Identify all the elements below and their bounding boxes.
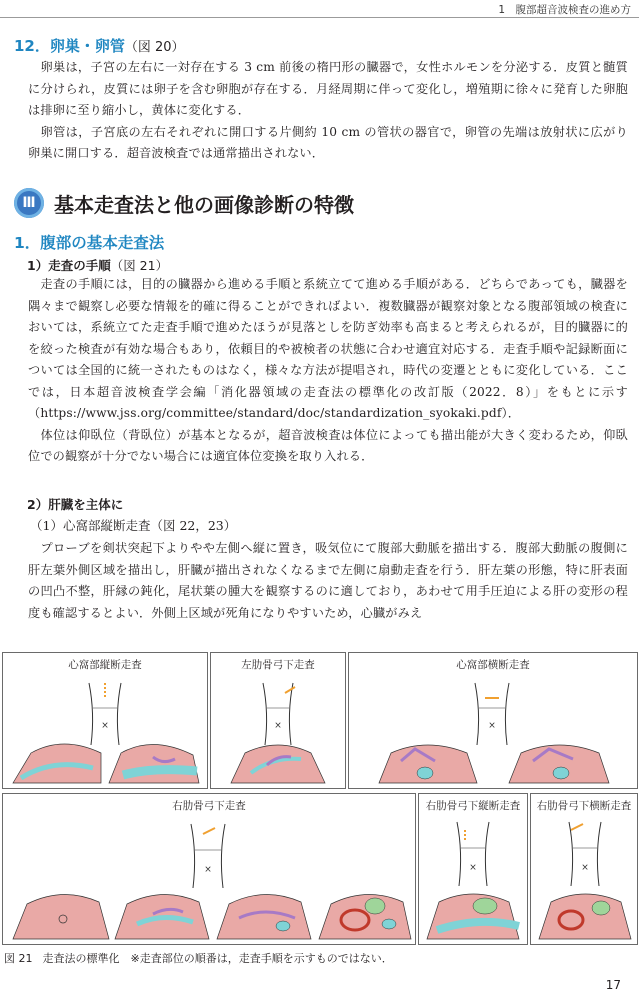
section-1-heading: 1．腹部の基本走査法 bbox=[14, 234, 165, 252]
svg-text:×: × bbox=[204, 865, 212, 875]
running-header: 1 腹部超音波検査の進め方 bbox=[498, 4, 631, 16]
section-12-title: 12．卵巣・卵管 bbox=[14, 37, 125, 55]
panel-right-subcostal-longitudinal-title: 右肋骨弓下縦断走査 bbox=[425, 800, 521, 812]
panel-epigastric-longitudinal-title: 心窩部縦断走査 bbox=[68, 659, 142, 671]
chapter-title: 基本走査法と他の画像診断の特徴 bbox=[54, 192, 354, 217]
epigastric-longitudinal-illustration bbox=[3, 653, 207, 788]
scan-procedure-paragraph: 走査の手順には，目的の臓器から進める手順と系統立てて進める手順がある．どちらであっても，臓器を隅々まで観察し必要な情報を的確に得ることができればよい．複数臓器が観察対象となる腹部領域の検査においては，系統立てた走査手順で進めたほうが見落としを防ぎ効率も高まると考えられるが，目的臓器に的を絞った検査が有効な場合もあり，依頼目的や被検者の状態に合わせ適宜対応する．走査手順や記録断面については全国的に統一されたものはなく，様々な方法が提唱され，時代の変遷とともに変化している．ここでは，日本超音波検査学会編「消化器領域の走査法の標準化の改訂版（2022．8）」をもとに示す（https://www.jss.org/committee/standard/doc/standardization_syokaki.pdf）． bbox=[28, 277, 628, 420]
figure-caption bbox=[4, 950, 393, 966]
section-12-body bbox=[28, 57, 628, 165]
svg-text:×: × bbox=[101, 721, 109, 731]
panel-right-subcostal-title: 右肋骨弓下走査 bbox=[172, 800, 246, 812]
figure-number: 図 21 bbox=[4, 952, 33, 965]
left-subcostal-illustration bbox=[211, 653, 345, 788]
epigastric-longitudinal-figref: （図 22，23） bbox=[150, 518, 237, 533]
panel-left-subcostal-title: 左肋骨弓下走査 bbox=[241, 659, 315, 671]
svg-text:×: × bbox=[581, 863, 589, 873]
right-subcostal-transverse-illustration bbox=[531, 794, 637, 944]
panel-right-subcostal-transverse-title: 右肋骨弓下横断走査 bbox=[536, 800, 632, 812]
section-12-heading bbox=[14, 35, 185, 56]
epigastric-longitudinal-label: （1）心窩部縦断走査 bbox=[30, 518, 151, 533]
epigastric-transverse-illustration bbox=[349, 653, 637, 788]
svg-text:×: × bbox=[469, 863, 477, 873]
section-12-figref: （図 20） bbox=[124, 40, 185, 55]
subsection-epigastric-longitudinal bbox=[30, 516, 236, 534]
right-subcostal-longitudinal-illustration bbox=[419, 794, 527, 944]
svg-text:×: × bbox=[274, 721, 282, 731]
panel-right-subcostal-longitudinal bbox=[418, 793, 528, 945]
body-position-paragraph: 体位は仰臥位（背臥位）が基本となるが，超音波検査は体位によっても描出能が大きく変わるため，仰臥位での観察が十分でない場合には適宜体位変換を取り入れる． bbox=[28, 427, 628, 463]
epigastric-longitudinal-body bbox=[28, 538, 628, 624]
panel-epigastric-longitudinal bbox=[2, 652, 208, 789]
panel-left-subcostal bbox=[210, 652, 346, 789]
svg-text:×: × bbox=[488, 721, 496, 731]
chapter-heading bbox=[14, 183, 354, 223]
ovary-paragraph: 卵巣は，子宮の左右に一対存在する 3 cm 前後の楕円形の臓器で，女性ホルモンを分泌する．皮質と髄質に分けられ，皮質には卵子を含む卵胞が存在する．月経周期に伴って変化し，増殖期に徐々に発育した卵胞は排卵に至り縮小し，黄体に変化する． bbox=[28, 60, 628, 117]
subsection-scan-procedure-label: 1）走査の手順 bbox=[27, 258, 111, 273]
right-subcostal-illustration bbox=[3, 794, 415, 944]
panel-right-subcostal-transverse bbox=[530, 793, 638, 945]
scan-procedure-body bbox=[28, 274, 628, 468]
header-divider bbox=[0, 17, 639, 18]
panel-epigastric-transverse-title: 心窩部横断走査 bbox=[456, 659, 530, 671]
subsection-liver: 2）肝臓を主体に bbox=[27, 497, 124, 512]
chapter-number-badge: Ⅲ bbox=[14, 188, 44, 218]
panel-right-subcostal bbox=[2, 793, 416, 945]
subsection-scan-procedure bbox=[27, 256, 168, 274]
figure-caption-text: 走査法の標準化 ※走査部位の順番は，走査手順を示すものではない． bbox=[42, 952, 393, 965]
subsection-scan-procedure-figref: （図 21） bbox=[110, 258, 169, 273]
panel-epigastric-transverse bbox=[348, 652, 638, 789]
page-number: 17 bbox=[605, 978, 621, 992]
fallopian-paragraph: 卵管は，子宮底の左右それぞれに開口する片側約 10 cm の管状の器官で，卵管の先端は放射状に広がり卵巣に開口する．超音波検査では通常描出されない． bbox=[28, 124, 628, 160]
epigastric-longitudinal-paragraph: プローブを剣状突起下よりやや左側へ縦に置き，吸気位にて腹部大動脈を描出する．腹部大動脈の腹側に肝左葉外側区域を描出し，肝臓が描出されなくなるまで左側に扇動走査を行う．肝左葉の形態，特に肝表面の凹凸不整，肝縁の鈍化，尾状葉の腫大を観察するのに適しており，あわせて用手圧迫による肝の変形の程度も確認するとよい．外側上区域が死角になりやすいため，心臓がみえ bbox=[28, 541, 628, 620]
